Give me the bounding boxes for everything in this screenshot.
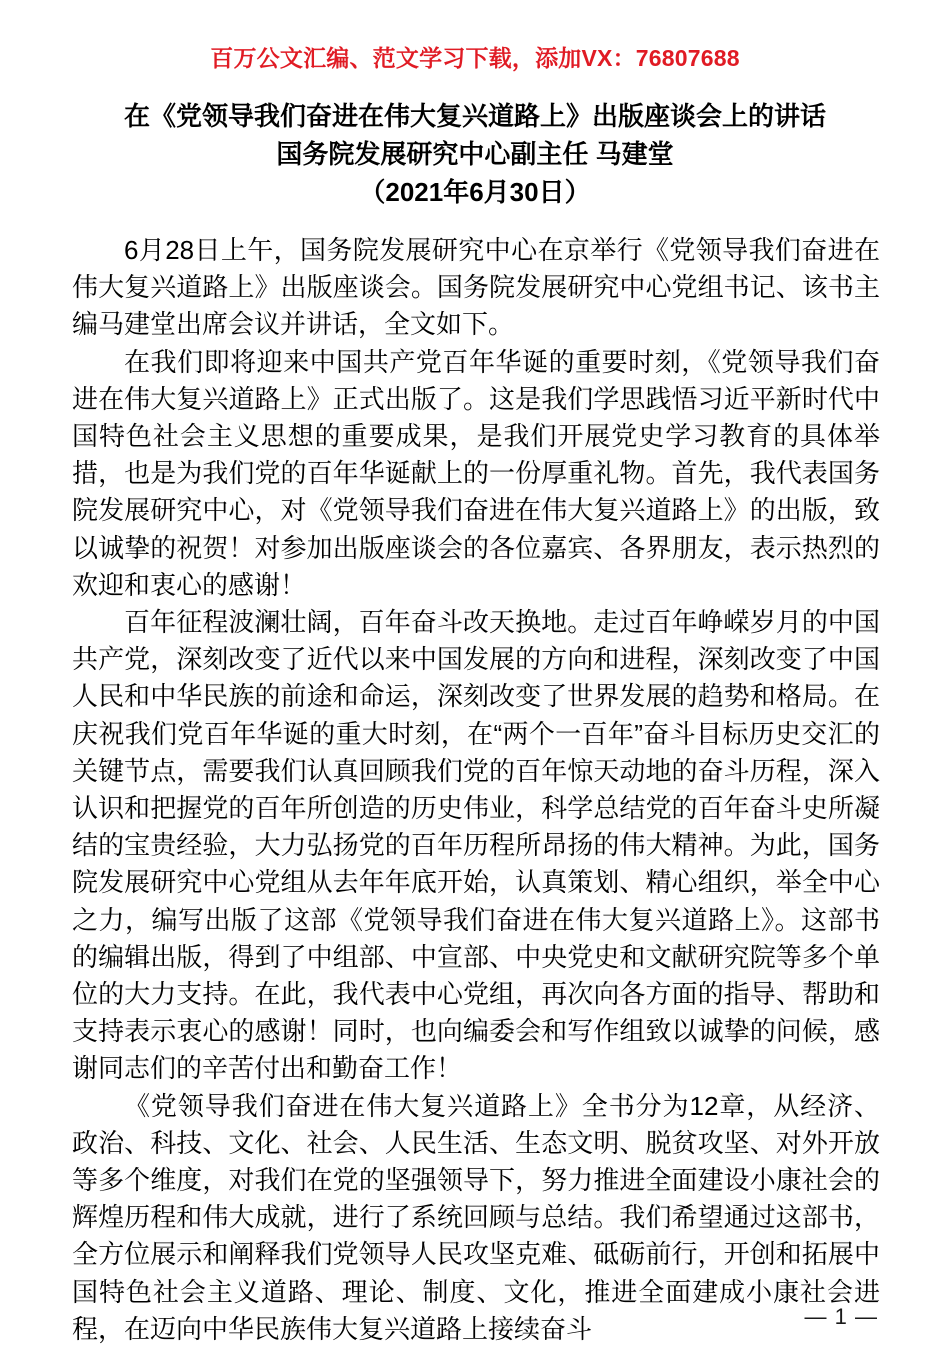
paragraph: 《党领导我们奋进在伟大复兴道路上》全书分为12章，从经济、政治、科技、文化、社会、人民生活、生态文明、脱贫攻坚、对外开放等多个维度，对我们在党的坚强领导下，努力推进全面建设小康社会的辉煌历程和伟大成就，进行了系统回顾与总结。我们希望通过这部书，全方位展示和阐释我们党领导人民攻坚克难、砥砺前行，开创和拓展中国特色社会主义道路、理论、制度、文化，推进全面建成小康社会进程，在迈向中华民族伟大复兴道路上接续奋斗	[72, 1090, 880, 1344]
paragraph: 在我们即将迎来中国共产党百年华诞的重要时刻，《党领导我们奋进在伟大复兴道路上》正式出版了。这是我们学思践悟习近平新时代中国特色社会主义思想的重要成果，是我们开展党史学习教育的具体举措，也是为我们党的百年华诞献上的一份厚重礼物。首先，我代表国务院发展研究中心，对《党领导我们奋进在伟大复兴道路上》的出版，致以诚挚的祝贺！对参加出版座谈会的各位嘉宾、各界朋友，表示热烈的欢迎和衷心的感谢！	[72, 346, 880, 600]
document-title: 在《党领导我们奋进在伟大复兴道路上》出版座谈会上的讲话	[123, 101, 826, 131]
document-body	[72, 232, 880, 1348]
document-subtitle: 国务院发展研究中心副主任 马建堂	[276, 139, 674, 169]
title-block	[0, 98, 950, 211]
promo-header-text: 百万公文汇编、范文学习下载，添加VX：76807688	[210, 45, 740, 71]
page-number: — 1 —	[804, 1304, 878, 1329]
document-date: （2021年6月30日）	[359, 177, 591, 207]
paragraph: 6月28日上午，国务院发展研究中心在京举行《党领导我们奋进在伟大复兴道路上》出版座谈会。国务院发展研究中心党组书记、该书主编马建堂出席会议并讲话，全文如下。	[72, 235, 880, 340]
paragraph: 百年征程波澜壮阔，百年奋斗改天换地。走过百年峥嵘岁月的中国共产党，深刻改变了近代以来中国发展的方向和进程，深刻改变了中国人民和中华民族的前途和命运，深刻改变了世界发展的趋势和格局。在庆祝我们党百年华诞的重大时刻，在“两个一百年”奋斗目标历史交汇的关键节点，需要我们认真回顾我们党的百年惊天动地的奋斗历程，深入认识和把握党的百年所创造的历史伟业，科学总结党的百年奋斗史所凝结的宝贵经验，大力弘扬党的百年历程所昂扬的伟大精神。为此，国务院发展研究中心党组从去年年底开始，认真策划、精心组织，举全中心之力，编写出版了这部《党领导我们奋进在伟大复兴道路上》。这部书的编辑出版，得到了中组部、中宣部、中央党史和文献研究院等多个单位的大力支持。在此，我代表中心党组，再次向各方面的指导、帮助和支持表示衷心的感谢！同时，也向编委会和写作组致以诚挚的问候，感谢同志们的辛苦付出和勤奋工作！	[72, 607, 880, 1084]
